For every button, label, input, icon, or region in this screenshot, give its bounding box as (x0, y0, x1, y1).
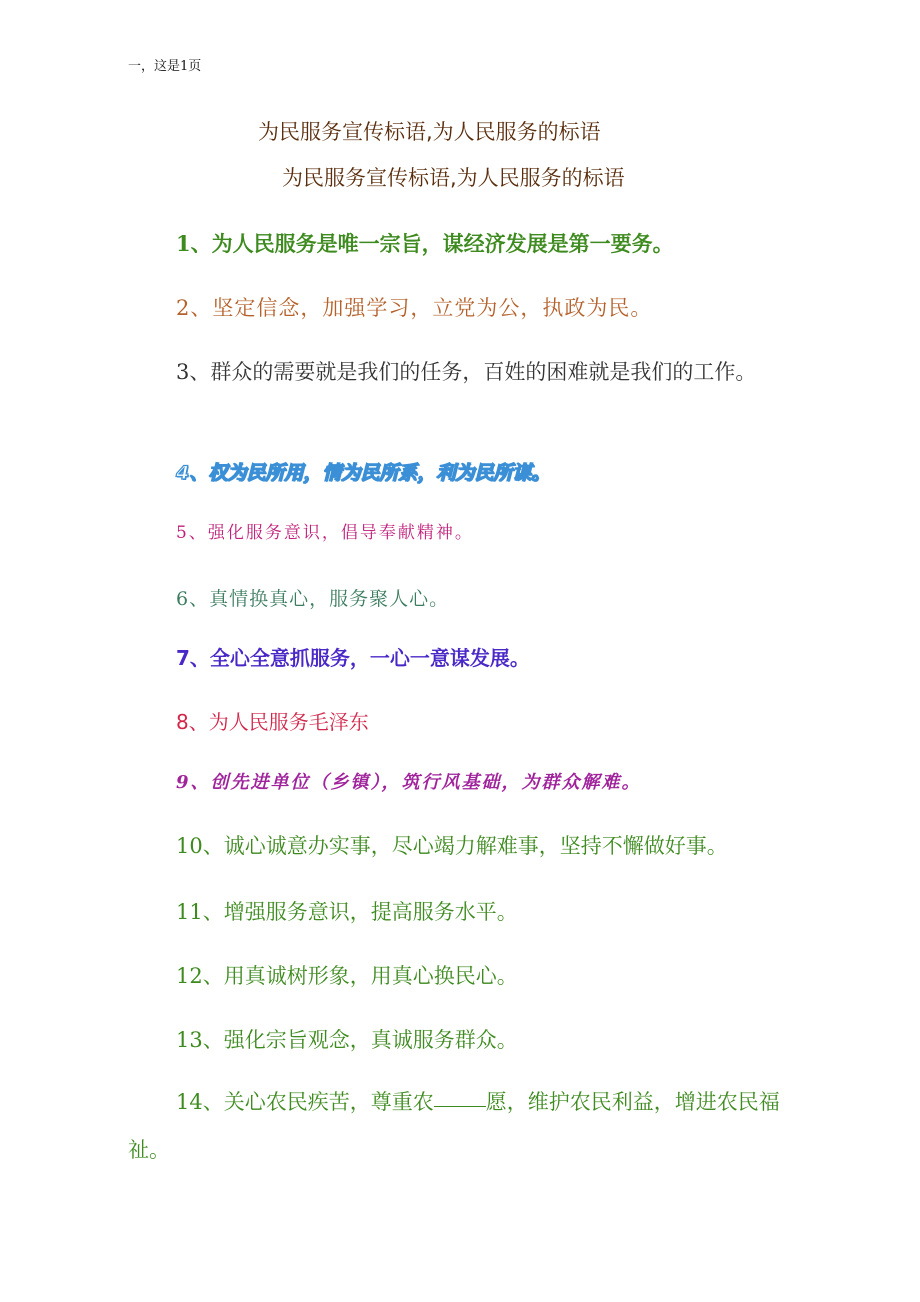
slogan-5: 5、强化服务意识，倡导奉献精神。 (176, 523, 474, 543)
page-header: 一，这是1页 (128, 59, 202, 74)
slogan-13: 13、强化宗旨观念，真诚服务群众。 (176, 1028, 518, 1052)
slogan-6: 6、真情换真心，服务聚人心。 (176, 588, 450, 610)
slogan-4: 4、权为民所用，情为民所系，利为民所谋。 (176, 462, 551, 484)
slogan-3: 3、群众的需要就是我们的任务，百姓的困难就是我们的工作。 (176, 360, 757, 384)
slogan-1: 1、为人民服务是唯一宗旨，谋经济发展是第一要务。 (176, 231, 674, 256)
slogan-12: 12、用真诚树形象，用真心换民心。 (176, 964, 518, 988)
slogan-10: 10、诚心诚意办实事，尽心竭力解难事，坚持不懈做好事。 (176, 834, 728, 858)
slogan-14-part-1: 14、关心农民疾苦，尊重农 (176, 1090, 434, 1114)
slogan-2: 2、坚定信念，加强学习，立党为公，执政为民。 (176, 296, 653, 320)
slogan-14 (128, 1078, 808, 1174)
slogan-7: 7、全心全意抓服务，一心一意谋发展。 (176, 646, 530, 670)
fill-blank-line (434, 1105, 486, 1107)
slogan-9: 9、创先进单位（乡镇），筑行风基础，为群众解难。 (176, 772, 642, 793)
sub-title: 为民服务宣传标语,为人民服务的标语 (282, 166, 625, 190)
slogan-8: 8、为人民服务毛泽东 (176, 710, 369, 734)
slogan-11: 11、增强服务意识，提高服务水平。 (176, 900, 518, 924)
main-title: 为民服务宣传标语,为人民服务的标语 (258, 120, 601, 144)
slogan-14-part-2: 愿，维护农民利益，增进农民福祉。 (128, 1090, 780, 1162)
